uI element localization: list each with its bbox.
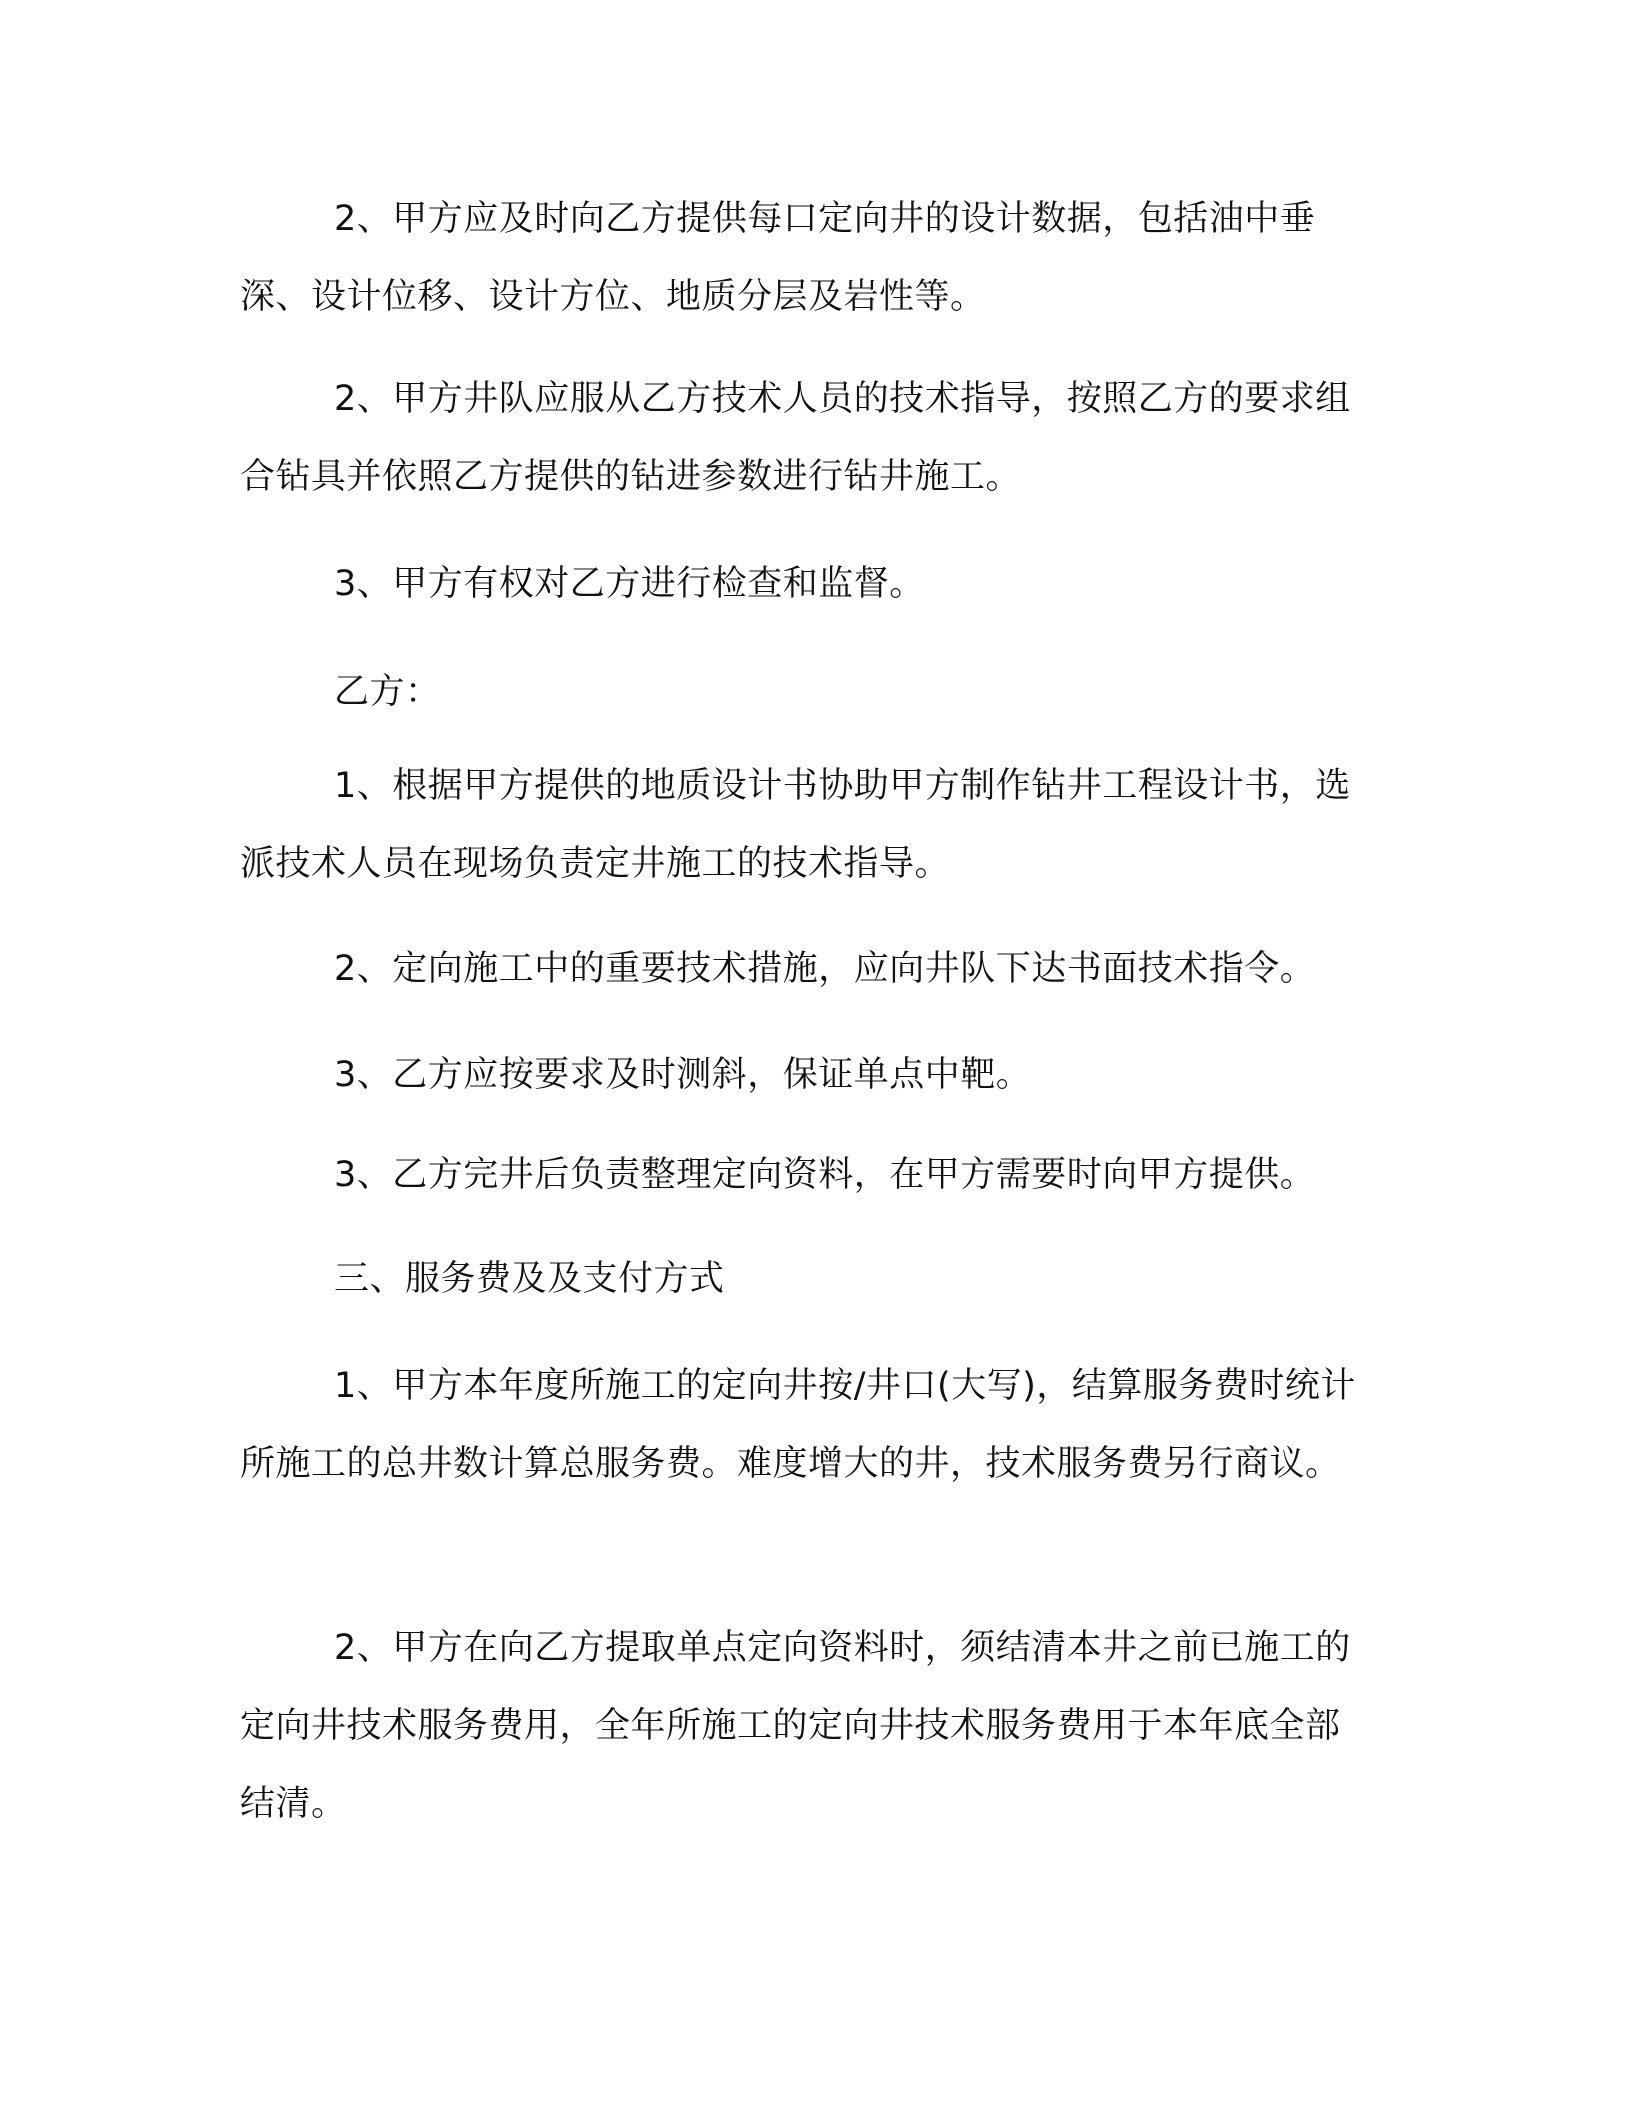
paragraph-party-b-design-assist: 1、根据甲方提供的地质设计书协助甲方制作钻井工程设计书，选派技术人员在现场负责定井施工的技术指导。 — [240, 766, 1351, 884]
paragraph-service-fee-settlement: 2、甲方在向乙方提取单点定向资料时，须结清本井之前已施工的定向井技术服务费用，全年所施工的定向井技术服务费用于本年底全部结清。 — [240, 1628, 1351, 1824]
paragraph-party-a-inspection-right: 3、甲方有权对乙方进行检查和监督。 — [334, 564, 925, 604]
paragraph-party-b-written-instructions: 2、定向施工中的重要技术措施，应向井队下达书面技术指令。 — [334, 949, 1316, 989]
paragraph-party-b-survey: 3、乙方应按要求及时测斜，保证单点中靶。 — [334, 1055, 1032, 1095]
section-label-party-b: 乙方： — [334, 672, 441, 712]
paragraph-party-a-design-data: 2、甲方应及时向乙方提供每口定向井的设计数据，包括油中垂深、设计位移、设计方位、地质分层及岩性等。 — [240, 199, 1316, 317]
paragraph-party-a-follow-guidance: 2、甲方井队应服从乙方技术人员的技术指导，按照乙方的要求组合钻具并依照乙方提供的钻进参数进行钻井施工。 — [240, 379, 1351, 497]
paragraph-service-fee-calculation: 1、甲方本年度所施工的定向井按/井口(大写)，结算服务费时统计所施工的总井数计算总服务费。难度增大的井，技术服务费另行商议。 — [240, 1366, 1356, 1484]
section-heading-service-fees: 三、服务费及及支付方式 — [334, 1259, 725, 1299]
paragraph-party-b-data-organization: 3、乙方完井后负责整理定向资料，在甲方需要时向甲方提供。 — [334, 1155, 1316, 1195]
